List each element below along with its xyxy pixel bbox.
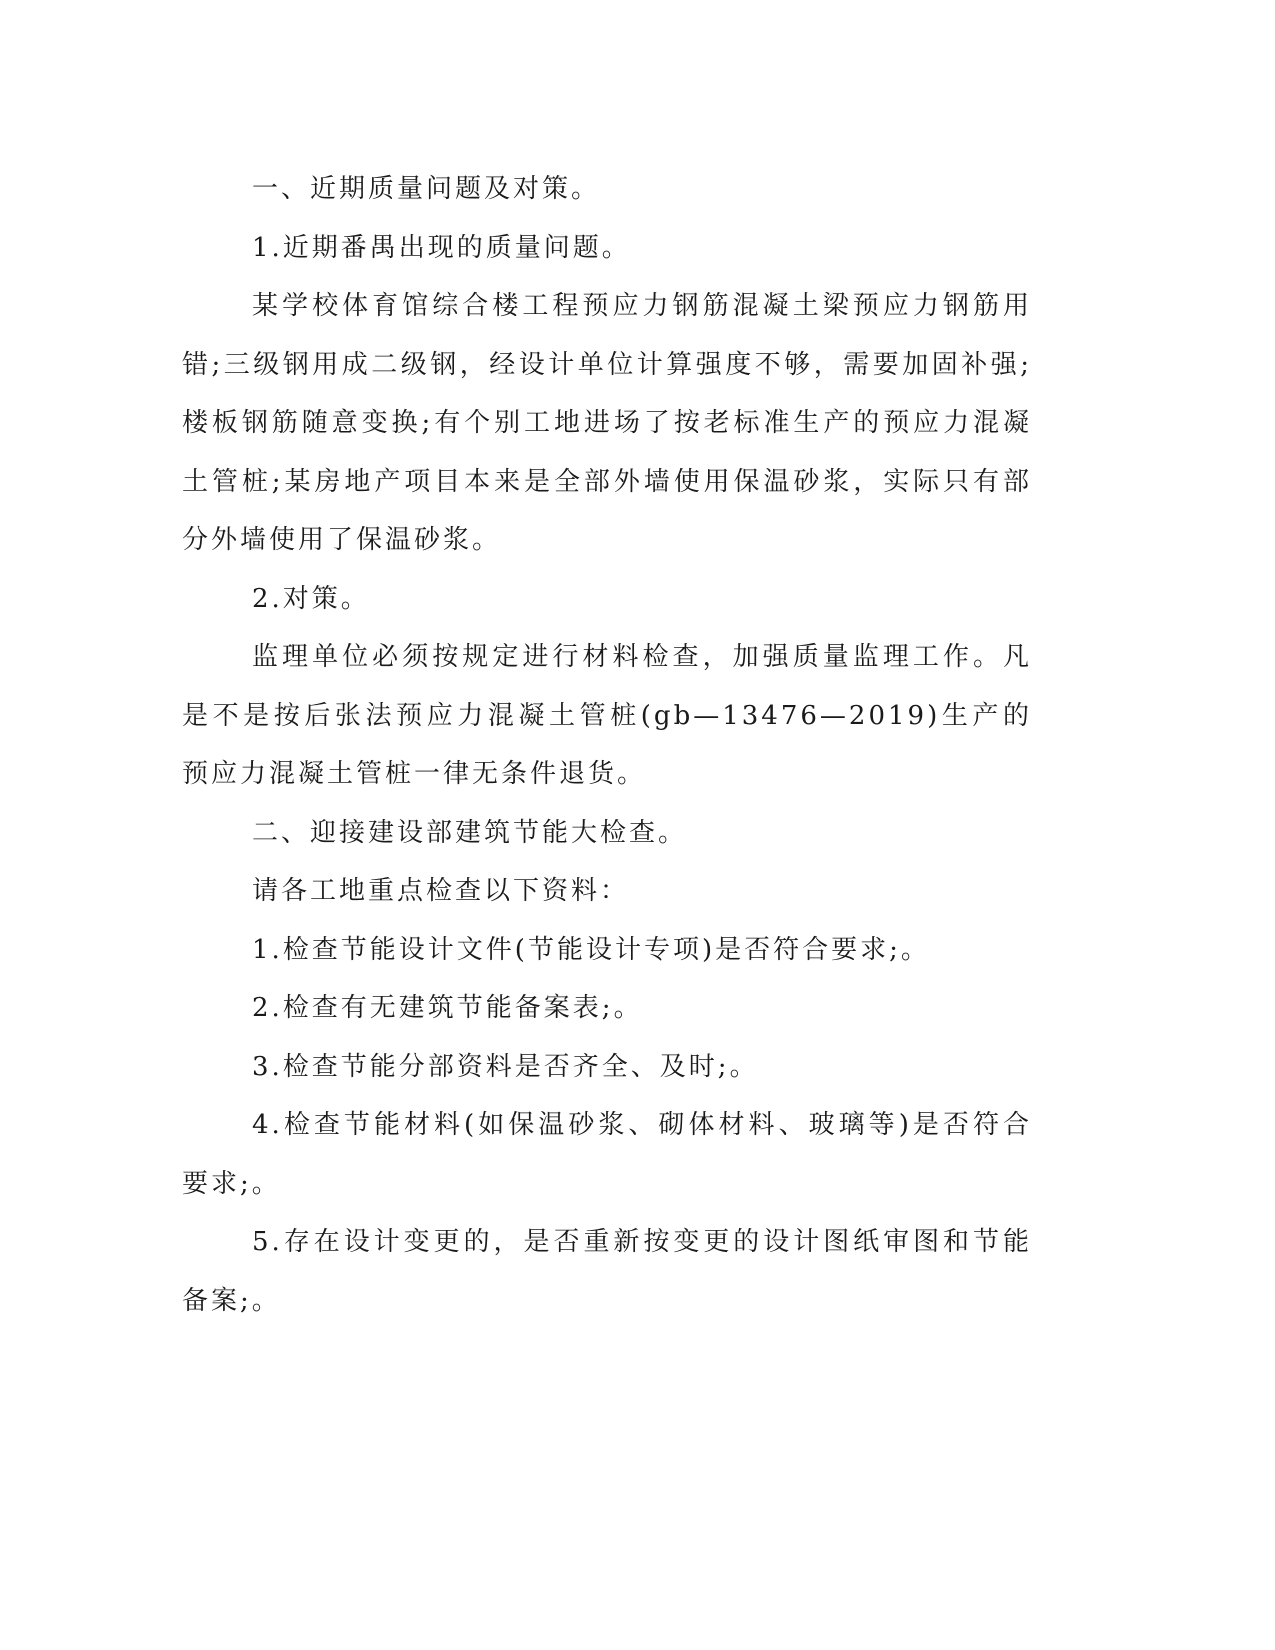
- list-item-1: 1.检查节能设计文件(节能设计专项)是否符合要求;。: [252, 934, 930, 965]
- section-heading-energy-inspection: 二、迎接建设部建筑节能大检查。: [252, 817, 688, 848]
- list-item-4: 4.检查节能材料(如保温砂浆、砌体材料、玻璃等)是否符合要求;。: [182, 1110, 1032, 1199]
- list-item-2: 2.检查有无建筑节能备案表;。: [252, 993, 643, 1023]
- subheading-countermeasures: 2.对策。: [252, 583, 370, 614]
- paragraph-issues-detail: 某学校体育馆综合楼工程预应力钢筋混凝土梁预应力钢筋用错;三级钢用成二级钢，经设计单位计算强度不够，需要加固补强;楼板钢筋随意变换;有个别工地进场了按老标准生产的预应力混凝土管桩;某房地产项目本来是全部外墙使用保温砂浆，实际只有部分外墙使用了保温砂浆。: [182, 291, 1032, 555]
- document-body: [182, 160, 1032, 1330]
- section-heading-quality-issues: 一、近期质量问题及对策。: [252, 174, 601, 204]
- list-item-5: 5.存在设计变更的，是否重新按变更的设计图纸审图和节能备案;。: [182, 1227, 1032, 1316]
- paragraph-inspection-intro: 请各工地重点检查以下资料：: [252, 876, 630, 906]
- list-item-3: 3.检查节能分部资料是否齐全、及时;。: [252, 1051, 759, 1082]
- paragraph-countermeasures-detail: 监理单位必须按规定进行材料检查，加强质量监理工作。凡是不是按后张法预应力混凝土管桩(gb—13476—2019)生产的预应力混凝土管桩一律无条件退货。: [182, 642, 1032, 789]
- subheading-recent-issues: 1.近期番禺出现的质量问题。: [252, 232, 631, 263]
